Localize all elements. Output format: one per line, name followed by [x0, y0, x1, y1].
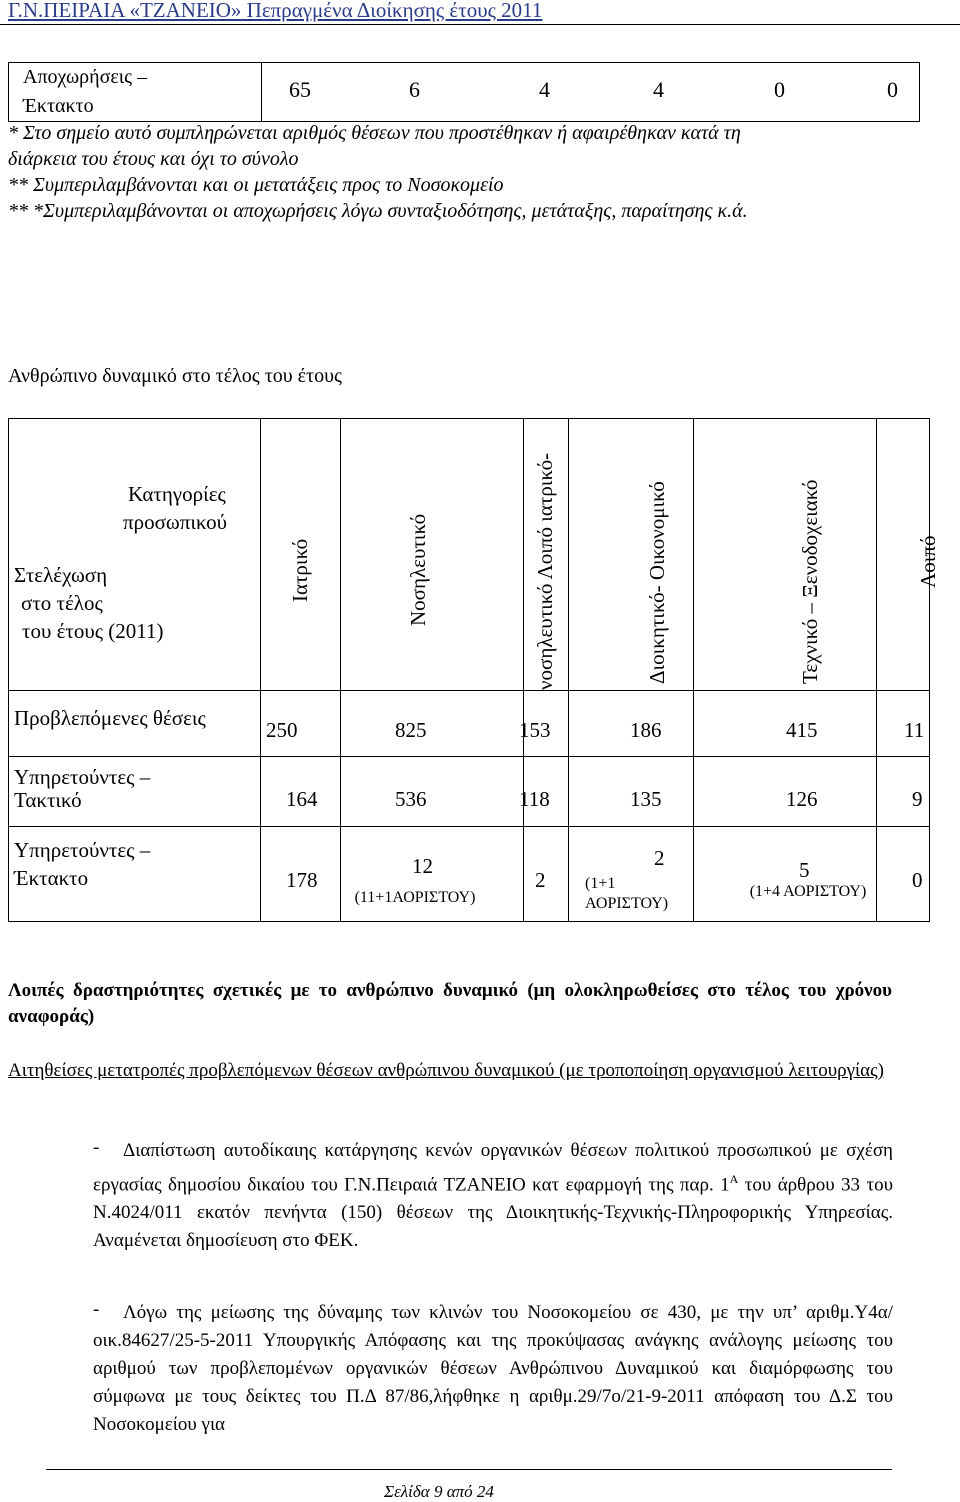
cell-note: (1+4 ΑΟΡΙΣΤΟΥ) — [749, 883, 867, 900]
cell-value: 178 — [286, 868, 318, 892]
footnote: διάρκεια του έτους και όχι το σύνολο — [8, 148, 299, 170]
cell-value: 5 — [799, 858, 810, 882]
requested-conversions-heading: Αιτηθείσες μετατροπές προβλεπόμενων θέσεων ανθρώπινου δυναμικού (με τροποποίηση οργανισμού λειτουργίας) — [8, 1060, 884, 1081]
col-header-nursing: Νοσηλευτικό — [406, 513, 430, 626]
bullet-text: Διαπίστωση αυτοδίκαιης κατάργησης κενών οργανικών θέσεων πολιτικού προσωπικού με σχέση εργασίας δημοσίου δικαίου του Γ.Ν.Πειραιά ΤΖΑΝΕΙΟ κατ εφαρμογή της παρ. 1 — [93, 1140, 893, 1196]
grid-line — [8, 826, 930, 827]
staff-table — [8, 418, 940, 922]
bullet-dash: - — [93, 1137, 100, 1158]
cell-value: 9 — [912, 787, 923, 811]
cell-value: 135 — [630, 787, 662, 811]
cell-value: 2 — [535, 868, 546, 892]
corner-year: του έτους (2011) — [22, 619, 164, 643]
cell-value: 118 — [519, 787, 550, 811]
bullet-text: του άρθρου 33 του Ν.4024/011 εκατόν πενήντα (150) θέσεων της Διοικητικής-Τεχνικής-Πληροφορικής Υπηρεσίας. Αναμένεται δημοσίευση στο ΦΕΚ. — [93, 1174, 893, 1252]
grid-line — [568, 418, 569, 922]
col-header-other: Λοιπό — [916, 535, 940, 588]
cell-note: (1+1 — [585, 875, 616, 892]
grid-line — [693, 418, 694, 922]
bullet-dash: - — [93, 1299, 100, 1320]
row-label-serving: Υπηρετούντες – — [14, 765, 151, 789]
grid-line — [523, 418, 524, 922]
corner-staff: προσωπικού — [123, 510, 227, 534]
footer-rule — [46, 1469, 892, 1470]
section-title: Ανθρώπινο δυναμικό στο τέλος του έτους — [8, 365, 342, 387]
corner-at-end: στο τέλος — [21, 591, 103, 615]
page-header-title: Γ.Ν.ΠΕΙΡΑΙΑ «ΤΖΑΝΕΙΟ» Πεπραγμένα Διοίκησης έτους 2011 — [8, 0, 543, 22]
departures-label-line2: Έκτακτο — [23, 95, 94, 117]
departures-value: 4 — [539, 77, 550, 102]
grid-line — [8, 921, 930, 922]
cell-value: 12 — [412, 854, 433, 878]
departures-value: 4 — [653, 77, 664, 102]
corner-staffing: Στελέχωση — [14, 563, 108, 587]
row-label-planned: Προβλεπόμενες θέσεις — [14, 706, 206, 730]
cell-value: 250 — [266, 718, 298, 742]
grid-line — [260, 418, 261, 922]
cell-value: 825 — [395, 718, 427, 742]
footnote: ** Συμπεριλαμβάνονται και οι μετατάξεις προς το Νοσοκομείο — [8, 174, 504, 196]
departures-label — [23, 63, 147, 121]
cell-value: 186 — [630, 718, 662, 742]
grid-line — [8, 418, 9, 922]
grid-line — [8, 418, 930, 419]
cell-note: ΑΟΡΙΣΤΟΥ) — [585, 895, 669, 912]
page-number: Σελίδα 9 από 24 — [384, 1482, 494, 1501]
cell-value: 0 — [912, 868, 923, 892]
departures-value: 0 — [887, 77, 898, 102]
cell-value: 2 — [654, 846, 665, 870]
cell-value: 415 — [786, 718, 818, 742]
col-header-administrative: Διοικητικό- Οικονομικό — [645, 481, 669, 684]
cell-value: 11 — [904, 718, 925, 742]
cell-value: 153 — [519, 718, 551, 742]
footnote: * Στο σημείο αυτό συμπληρώνεται αριθμός θέσεων που προστέθηκαν ή αφαιρέθηκαν κατά τη — [8, 122, 741, 144]
grid-line — [8, 690, 930, 691]
col-header-medical: Ιατρικό — [288, 538, 312, 602]
grid-line — [340, 418, 341, 922]
bullet-paragraph: Λόγω της μείωσης της δύναμης των κλινών του Νοσοκομείου σε 430, με την υπ’ αριθμ.Υ4α/οικ.84627/25-5-2011 Υπουργικής Απόφασης και της προκύψασας ανάγκης ανάλογης μείωσης του αριθμού των προβλεπομένων οργανικών θέσεων Ανθρώπινου Δυναμικού και διαμόρφωσης του σύμφωνα με τους δείκτες του Π.Δ 87/86,λήφθηκε η αριθμ.29/7ο/21-9-2011 απόφαση του Δ.Σ του Νοσοκομείου για — [93, 1302, 893, 1435]
col-header-technical: Τεχνικό – Ξενοδοχειακό — [798, 479, 822, 684]
departures-value: 6 — [409, 77, 420, 102]
row-label-temporary: Έκτακτο — [14, 866, 89, 890]
row-label-serving: Υπηρετούντες – — [14, 838, 151, 862]
grid-line — [8, 756, 930, 757]
bullet-superscript: Α — [729, 1172, 739, 1186]
departures-value: 0 — [774, 77, 785, 102]
table-divider — [261, 63, 262, 121]
cell-value: 536 — [395, 787, 427, 811]
grid-line — [929, 418, 930, 922]
other-activities-title: Λοιπές δραστηριότητες σχετικές με το ανθρώπινο δυναμικό (μη ολοκληρωθείσες στο τέλος του χρόνου αναφοράς) — [8, 980, 892, 1027]
grid-line — [876, 418, 877, 922]
footnote: ** *Συμπεριλαμβάνονται οι αποχωρήσεις λόγω συνταξιοδότησης, μετάταξης, παραίτησης κ.ά. — [8, 200, 748, 222]
cell-note: (11+1ΑΟΡΙΣΤΟΥ) — [354, 889, 476, 906]
bullet-paragraph — [93, 1137, 893, 1255]
row-label-permanent: Τακτικό — [14, 788, 82, 812]
departures-table — [8, 62, 920, 122]
corner-categories: Κατηγορίες — [128, 482, 226, 506]
header-rule — [0, 24, 960, 25]
col-header-other-medical: νοσηλευτικό Λοιπό ιατρικό- — [533, 452, 557, 690]
departures-label-line1: Αποχωρήσεις – — [23, 66, 148, 88]
cell-value: 126 — [786, 787, 818, 811]
cell-value: 164 — [286, 787, 318, 811]
departures-value: 65 — [289, 77, 311, 102]
